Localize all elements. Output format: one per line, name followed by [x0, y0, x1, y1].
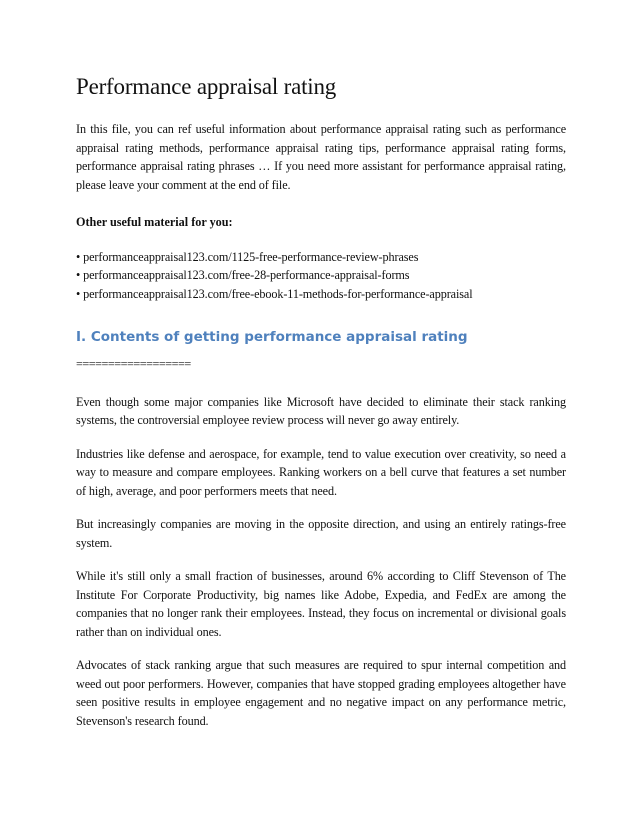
useful-links-list — [76, 248, 566, 304]
body-paragraph: Industries like defense and aerospace, for example, tend to value execution over creativity, so need a way to measure and compare employees. Ranking workers on a bell curve that features a set number of high, average, and poor performers meets that need. — [76, 446, 566, 498]
useful-link-item[interactable]: • performanceappraisal123.com/1125-free-performance-review-phrases — [76, 249, 419, 264]
divider-line: ================== — [76, 357, 191, 371]
document-page — [76, 72, 566, 745]
useful-link-item[interactable]: • performanceappraisal123.com/free-28-performance-appraisal-forms — [76, 268, 410, 282]
body-paragraph: While it's still only a small fraction of businesses, around 6% according to Cliff Stevenson of The Institute For Corporate Productivity, big names like Adobe, Expedia, and FedEx are among the companies that no longer rank their employees. Instead, they focus on incremental or divisional goals rather than on individual ones. — [76, 569, 566, 639]
useful-link-item[interactable]: • performanceappraisal123.com/free-ebook-11-methods-for-performance-appraisal — [76, 286, 473, 301]
body-paragraph: But increasingly companies are moving in the opposite direction, and using an entirely ratings-free system. — [76, 517, 566, 550]
body-paragraph: Advocates of stack ranking argue that such measures are required to spur internal competition and weed out poor performers. However, companies that have stopped grading employees altogether have seen positive results in employee engagement and no negative impact on any performance metric, Stevenson's research found. — [76, 658, 566, 728]
document-title: Performance appraisal rating — [76, 74, 337, 99]
intro-paragraph: In this file, you can ref useful information about performance appraisal rating such as performance appraisal rating methods, performance appraisal rating tips, performance appraisal rating forms, performance appraisal rating phrases … If you need more assistant for performance appraisal rating, please leave your comment at the end of file. — [76, 122, 566, 192]
useful-material-heading: Other useful material for you: — [76, 215, 233, 229]
body-paragraph: Even though some major companies like Microsoft have decided to eliminate their stack ranking systems, the controversial employee review process will never go away entirely. — [76, 394, 566, 427]
section-heading: I. Contents of getting performance appraisal rating — [76, 329, 468, 345]
